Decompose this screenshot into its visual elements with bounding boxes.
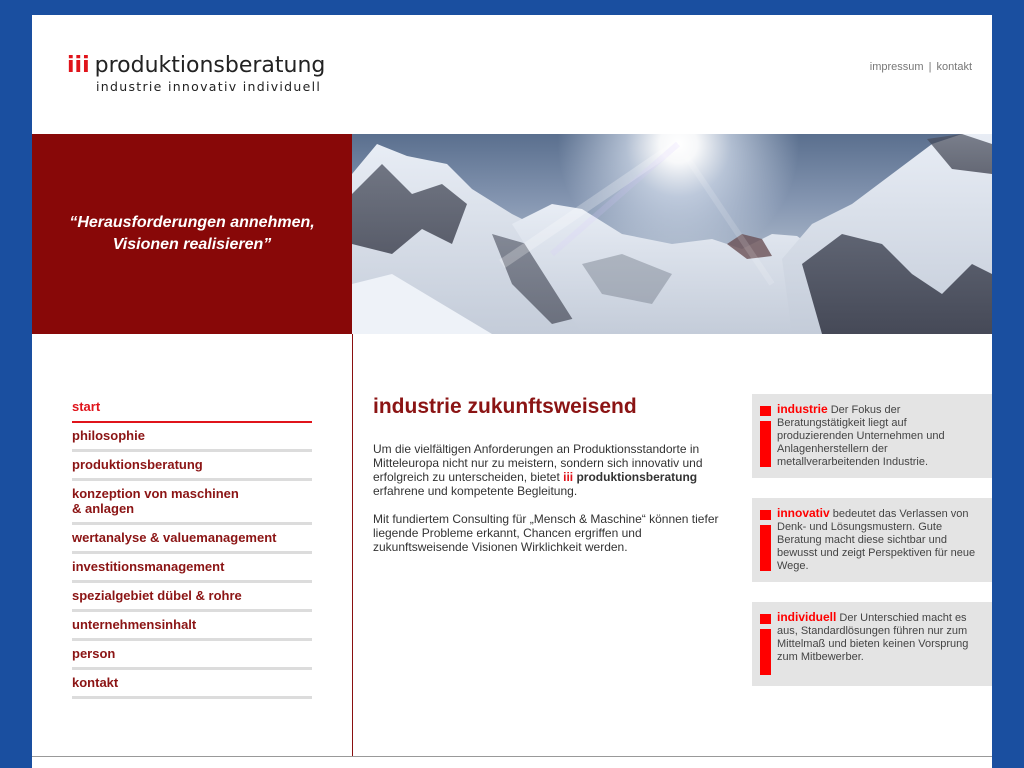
page-title: industrie zukunftsweisend xyxy=(373,395,637,418)
logo-mark: iii xyxy=(67,53,90,78)
logo-name: produktionsberatung xyxy=(94,53,326,78)
i-mark-bar-icon xyxy=(760,629,771,675)
top-links xyxy=(870,61,972,73)
kontakt-link[interactable]: kontakt xyxy=(936,61,972,73)
intro-text-end: erfahrene und kompetente Begleitung. xyxy=(373,484,578,498)
column-divider xyxy=(352,334,353,757)
banner-quote xyxy=(69,212,314,256)
nav-item-konzeption[interactable] xyxy=(72,484,312,525)
nav-item-kontakt[interactable]: kontakt xyxy=(72,673,312,699)
box-keyword: individuell xyxy=(777,610,837,624)
nav-item-start[interactable]: start xyxy=(72,397,312,423)
nav-item-person[interactable]: person xyxy=(72,644,312,670)
nav-item-spezialgebiet[interactable]: spezialgebiet dübel & rohre xyxy=(72,586,312,612)
box-innovativ xyxy=(752,498,992,582)
nav-item-investitionsmanagement[interactable]: investitionsmanagement xyxy=(72,557,312,583)
quote-line-2: Visionen realisieren” xyxy=(112,236,272,253)
main-navigation xyxy=(72,397,312,702)
box-individuell xyxy=(752,602,992,686)
nav-item-wertanalyse[interactable]: wertanalyse & valuemanagement xyxy=(72,528,312,554)
nav-item-philosophie[interactable]: philosophie xyxy=(72,426,312,452)
i-mark-icon xyxy=(760,510,771,520)
logo-wordmark xyxy=(67,53,325,79)
intro-text-start: Um die vielfältigen Anforderungen an Produktionsstandorte in Mitteleuropa nicht nur zu meistern, sondern sich innovativ und erfolgreich zu unterscheiden, bietet xyxy=(373,442,703,484)
i-mark-bar-icon xyxy=(760,525,771,571)
header xyxy=(32,15,992,134)
i-mark-icon xyxy=(760,614,771,624)
mountain-illustration xyxy=(352,134,992,334)
quote-box xyxy=(32,134,352,334)
box-keyword: innovativ xyxy=(777,506,830,520)
nav-item-konzeption-line2: & anlagen xyxy=(72,501,135,516)
brand-mark: iii xyxy=(563,470,574,484)
banner xyxy=(32,134,992,334)
i-mark-bar-icon xyxy=(760,421,771,467)
footer-divider xyxy=(32,756,992,757)
box-text: Der Unterschied macht es aus, Standardlösungen führen nur zum Mittelmaß und bieten keinen Vorsprung zum Mitbewerber. xyxy=(777,612,969,663)
main-content xyxy=(373,394,728,568)
nav-item-konzeption-line1: konzeption von maschinen xyxy=(72,486,239,501)
brand-name: produktionsberatung xyxy=(573,470,698,484)
i-mark-icon xyxy=(760,406,771,416)
nav-item-produktionsberatung[interactable]: produktionsberatung xyxy=(72,455,312,481)
logo-tagline: industrie innovativ individuell xyxy=(96,79,322,94)
keyword-boxes xyxy=(752,394,992,706)
intro-paragraph xyxy=(373,442,728,498)
impressum-link[interactable]: impressum xyxy=(869,61,924,73)
box-industrie xyxy=(752,394,992,478)
logo[interactable] xyxy=(67,53,325,95)
hero-image-mountains xyxy=(352,134,992,334)
nav-item-unternehmensinhalt[interactable]: unternehmensinhalt xyxy=(72,615,312,641)
consulting-paragraph: Mit fundiertem Consulting für „Mensch & Maschine“ können tiefer liegende Probleme erkannt, Chancen ergriffen und zukunftsweisende Visionen Wirklichkeit werden. xyxy=(373,512,719,554)
quote-line-1: “Herausforderungen annehmen, xyxy=(69,214,315,231)
top-links-separator: | xyxy=(928,61,932,73)
page-container xyxy=(32,15,992,768)
box-text: Der Fokus der Beratungstätigkeit liegt auf produzierenden Unternehmen und Anlagenherstellern der metallverarbeitenden Industrie. xyxy=(777,404,945,468)
box-text: bedeutet das Verlassen von Denk- und Lösungsmustern. Gute Beratung macht diese sichtbar und bewusst und zeigt Perspektiven für neue Wege. xyxy=(777,508,976,572)
box-keyword: industrie xyxy=(777,402,828,416)
